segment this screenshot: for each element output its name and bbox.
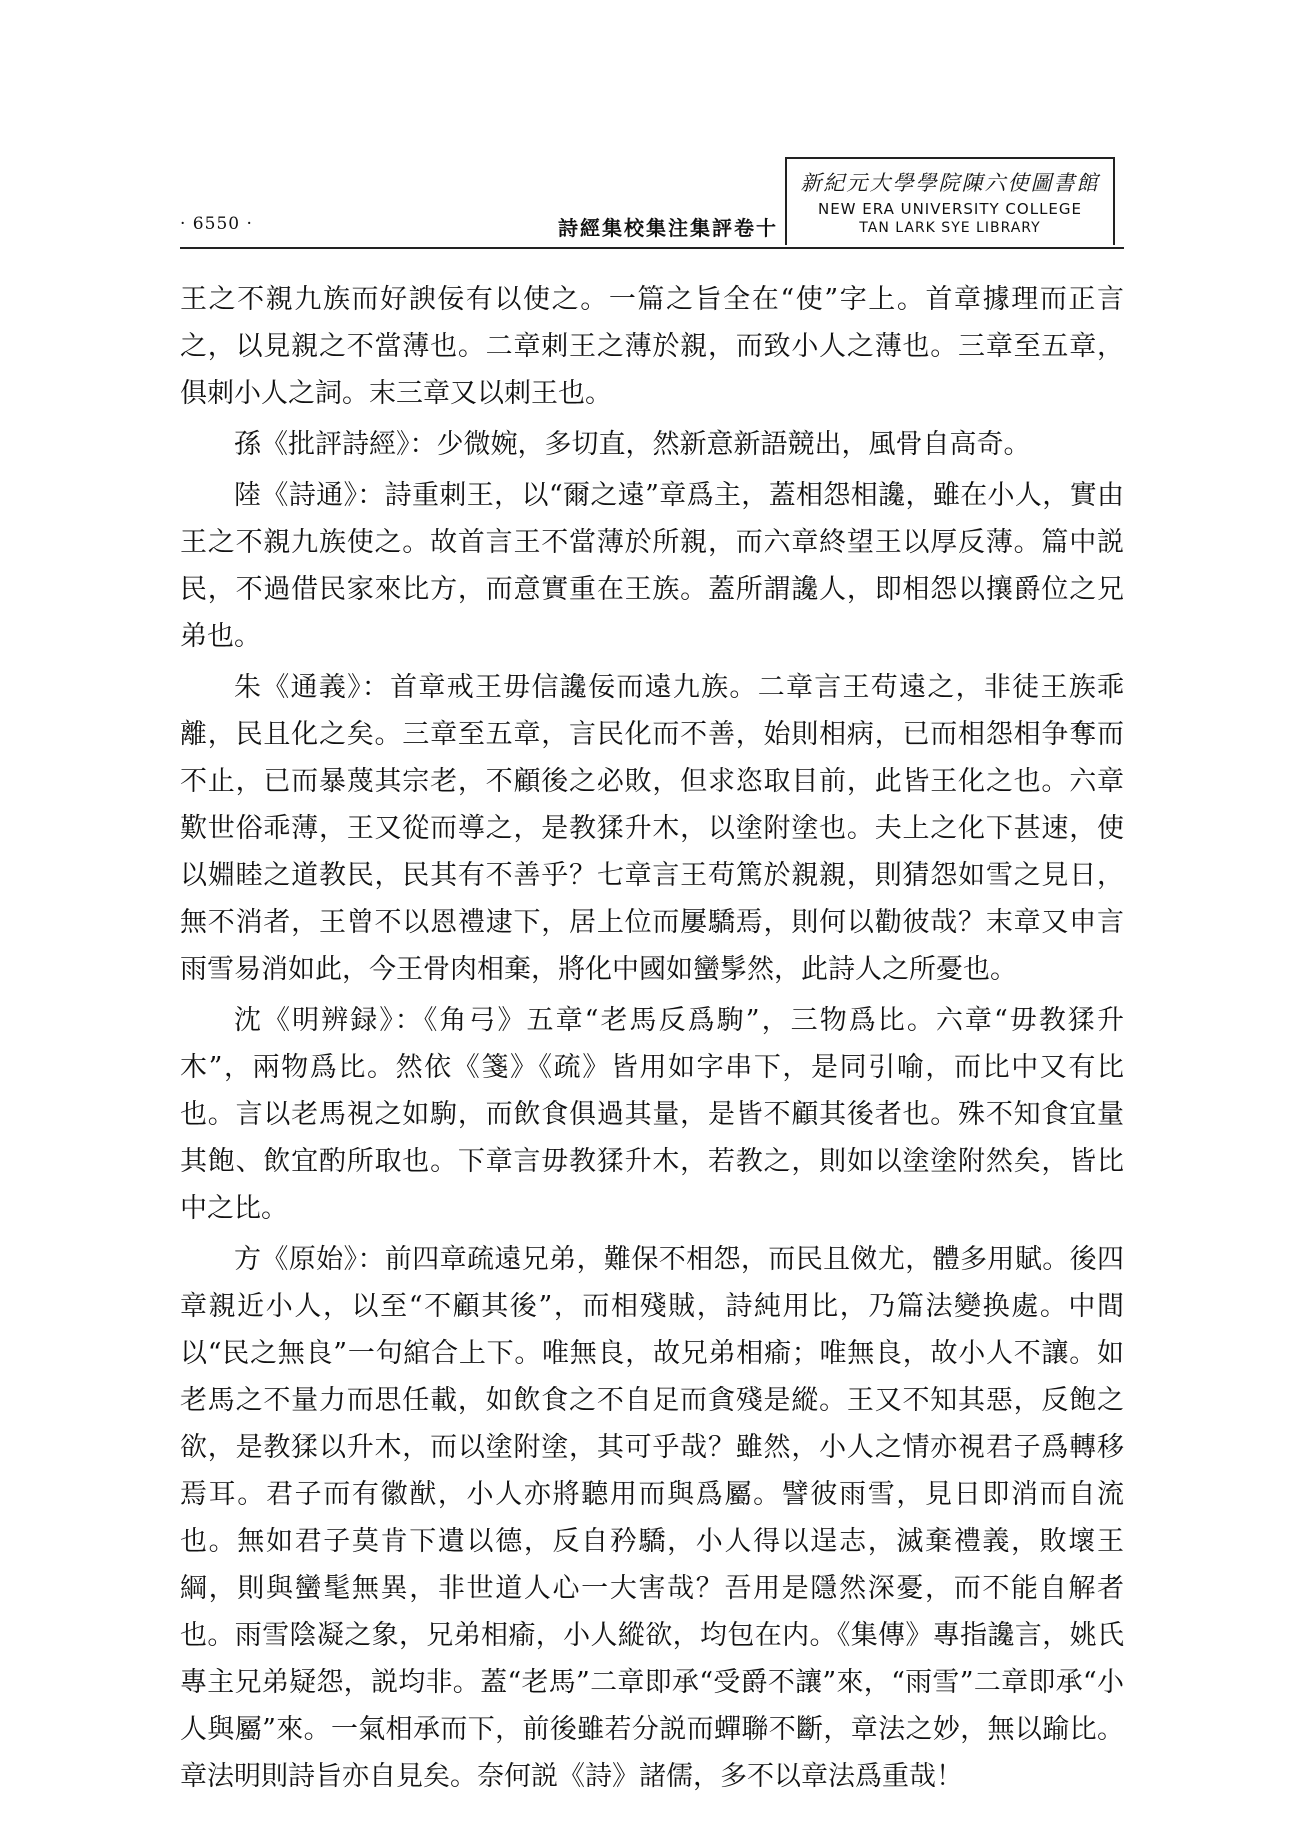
paragraph: 陸《詩通》：詩重刺王，以“爾之遠”章爲主，蓋相怨相讒，雖在小人，實由王之不親九族使之。故首言王不當薄於所親，而六章終望王以厚反薄。篇中説民，不過借民家來比方，而意實重在王族。蓋所謂讒人，即相怨以攘爵位之兄弟也。 [180,480,1124,652]
paragraph: 沈《明辨録》：《角弓》五章“老馬反爲駒”，三物爲比。六章“毋教猱升木”，兩物爲比。然依《箋》《疏》皆用如字串下，是同引喻，而比中又有比也。言以老馬視之如駒，而飲食俱過其量，是皆不顧其後者也。殊不知食宜量其飽、飲宜酌所取也。下章言毋教猱升木，若教之，則如以塗塗附然矣，皆比中之比。 [180,1005,1124,1224]
paragraph: 孫《批評詩經》：少微婉，多切直，然新意新語競出，風骨自高奇。 [234,429,1031,460]
paragraph: 王之不親九族而好諛佞有以使之。一篇之旨全在“使”字上。首章據理而正言之，以見親之不當薄也。二章刺王之薄於親，而致小人之薄也。三章至五章，俱刺小人之詞。末三章又以刺王也。 [180,284,1124,409]
library-stamp [785,157,1115,245]
paragraph: 朱《通義》：首章戒王毋信讒佞而遠九族。二章言王苟遠之，非徒王族乖離，民且化之矣。三章至五章，言民化而不善，始則相病，已而相怨相争奪而不止，已而暴蔑其宗老，不顧後之必敗，但求恣取目前，此皆王化之也。六章歎世俗乖薄，王又從而導之，是教猱升木，以塗附塗也。夫上之化下甚速，使以婣睦之道教民，民其有不善乎？七章言王苟篤於親親，則猜怨如雪之見日，無不消者，王曾不以恩禮逮下，居上位而屢驕焉，則何以勸彼哉？末章又申言雨雪易消如此，今王骨肉相棄，將化中國如蠻髳然，此詩人之所憂也。 [180,672,1124,985]
running-title: 詩經集校集注集評卷十 [558,216,778,240]
paragraph: 方《原始》：前四章疏遠兄弟，難保不相怨，而民且傚尤，體多用賦。後四章親近小人，以至“不顧其後”，而相殘賊，詩純用比，乃篇法變换處。中間以“民之無良”一句綰合上下。唯無良，故兄弟相瘉；唯無良，故小人不讓。如老馬之不量力而思任載，如飲食之不自足而貪殘是縱。王又不知其惡，反飽之欲，是教猱以升木，而以塗附塗，其可乎哉？雖然，小人之情亦視君子爲轉移焉耳。君子而有徽猷，小人亦將聽用而與爲屬。譬彼雨雪，見日即消而自流也。無如君子莫肯下遺以德，反自矜驕，小人得以逞志，滅棄禮義，敗壞王綱，則與蠻髦無異，非世道人心一大害哉？吾用是隱然深憂，而不能自解者也。雨雪陰凝之象，兄弟相瘉，小人縱欲，均包在内。《集傳》專指讒言，姚氏專主兄弟疑怨，説均非。蓋“老馬”二章即承“受爵不讓”來，“雨雪”二章即承“小人與屬”來。一氣相承而下，前後雖若分説而蟬聯不斷，章法之妙，無以踰比。章法明則詩旨亦自見矣。奈何説《詩》諸儒，多不以章法爲重哉！ [180,1244,1124,1792]
stamp-english-line-2: TAN LARK SYE LIBRARY [859,220,1041,236]
stamp-chinese-line: 新紀元大學學院陳六使圖書館 [800,171,1100,195]
body-text [180,276,1124,1804]
page-number: · 6550 · [180,214,253,234]
header-rule [180,247,1124,249]
stamp-english-line-1: NEW ERA UNIVERSITY COLLEGE [817,200,1082,218]
